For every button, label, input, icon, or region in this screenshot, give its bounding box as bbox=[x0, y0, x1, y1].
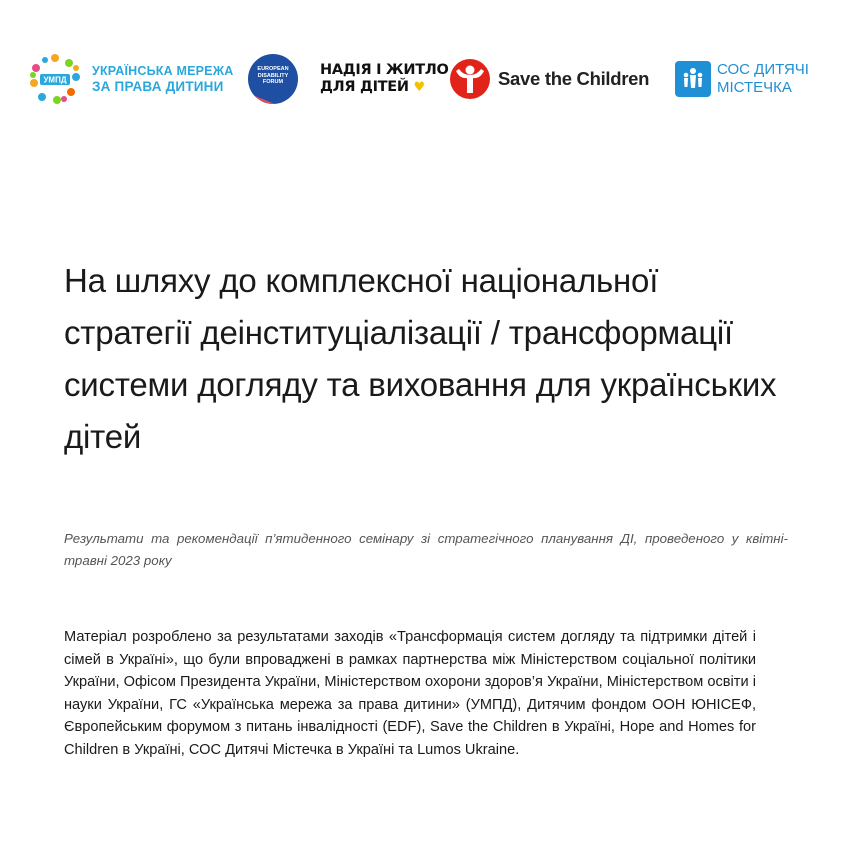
save-the-children-logo bbox=[448, 48, 649, 110]
sos-line2: МІСТЕЧКА bbox=[717, 79, 792, 96]
umpd-name-line1: УКРАЇНСЬКА МЕРЕЖА bbox=[92, 64, 234, 78]
edf-logo bbox=[248, 48, 298, 110]
edf-line2: DISABILITY bbox=[257, 72, 289, 79]
umpd-mark-text: УМПД bbox=[43, 75, 67, 85]
partner-logos bbox=[28, 48, 818, 110]
sos-line1: СОС ДИТЯЧІ bbox=[717, 61, 809, 78]
edf-line3: FORUM bbox=[262, 79, 284, 86]
umpd-name-line2: ЗА ПРАВА ДИТИНИ bbox=[92, 79, 224, 94]
umpd-emblem-icon bbox=[28, 52, 82, 106]
document-body-paragraph: Матеріал розроблено за результатами заходів «Трансформація систем догляду та підтримки дітей і сімей в Україні», що були впроваджені в рамках партнерства між Міністерством соціальної політики України, Офісом Президента України, Міністерством охорони здоров’я України, Міністерством освіти і науки України, ГС «Українська мережа за права дитини» (УМПД), Дитячим фондом ООН ЮНІСЕФ, Європейським форумом з питань інвалідності (EDF), Save the Children в Україні, Hope and Homes for Children в Україні, СОС Дитячі Містечка в Україні та Lumos Ukraine. bbox=[64, 629, 756, 758]
heart-icon: ♥ bbox=[413, 80, 425, 95]
save-the-children-name: Save the Children bbox=[498, 68, 650, 89]
hope-line2: ДЛЯ ДІТЕЙ bbox=[320, 79, 409, 95]
sos-villages-logo bbox=[675, 48, 809, 110]
document-title: На шляху до комплексної національної стратегії деінституціалізації / трансформації системи догляду та виховання для українських дітей bbox=[64, 262, 777, 455]
edf-line1: EUROPEAN bbox=[257, 66, 289, 73]
save-the-children-emblem-icon bbox=[448, 57, 492, 101]
umpd-logo bbox=[28, 48, 233, 110]
document-subtitle: Результати та рекомендації п’ятиденного семінару зі стратегічного планування ДІ, проведеного у квітні-травні 2023 року bbox=[64, 531, 788, 568]
hope-and-homes-logo bbox=[320, 48, 449, 110]
hope-line1: НАДІЯ І ЖИТЛО bbox=[320, 62, 449, 78]
sos-emblem-icon bbox=[675, 61, 711, 97]
edf-stripes-icon bbox=[248, 86, 282, 104]
